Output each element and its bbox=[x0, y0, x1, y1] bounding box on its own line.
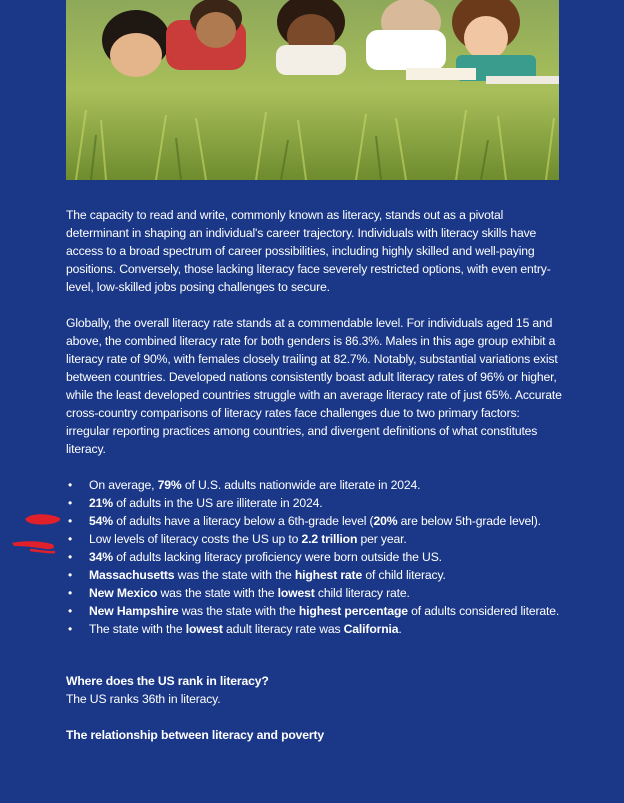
poverty-section bbox=[66, 726, 566, 744]
rank-heading: Where does the US rank in literacy? bbox=[66, 674, 269, 688]
global-literacy-paragraph: Globally, the overall literacy rate stands at a commendable level. For individuals aged 15 and above, the combined literacy rate for both genders is 86.3%. Males in this age group exhibit a literacy rate of 90%, with females closely trailing at 82.7%. Notably, substantial variations exist between countries. Developed nations consistently boast adult literacy rates of 96% or higher, while the least developed countries struggle with an average literacy rate of just 65%. Accurate cross-country comparisons of literacy rates face challenges due to two primary factors: irregular reporting practices among countries, and divergent definitions of what constitutes literacy. bbox=[66, 316, 562, 456]
poverty-heading: The relationship between literacy and poverty bbox=[66, 728, 325, 742]
list-item: • On average, 79% of U.S. adults nationwide are literate in 2024. bbox=[66, 476, 566, 494]
children-reading-on-grass-photo-icon bbox=[66, 0, 559, 180]
list-item: • Low levels of literacy costs the US up to 2.2 trillion per year. bbox=[66, 530, 566, 548]
list-item: • New Hampshire was the state with the highest percentage of adults considered literate. bbox=[66, 602, 566, 620]
list-item: • 54% of adults have a literacy below a 6th-grade level (20% are below 5th-grade level). bbox=[66, 512, 566, 530]
rank-section bbox=[66, 672, 566, 708]
rank-body: The US ranks 36th in literacy. bbox=[66, 692, 221, 706]
children-reading-photo bbox=[66, 0, 559, 180]
red-scribble-marks-icon bbox=[0, 500, 70, 560]
literacy-facts-list bbox=[66, 476, 566, 638]
list-item: • Massachusetts was the state with the highest rate of child literacy. bbox=[66, 566, 566, 584]
intro-paragraph: The capacity to read and write, commonly known as literacy, stands out as a pivotal determinant in shaping an individual's career trajectory. Individuals with literacy skills have access to a broad spectrum of career possibilities, including highly skilled and well-paying positions. Conversely, those lacking literacy face severely restricted options, with even entry-level, low-skilled jobs posing challenges to secure. bbox=[66, 208, 551, 294]
article-body bbox=[66, 206, 566, 744]
list-item: • 34% of adults lacking literacy proficiency were born outside the US. bbox=[66, 548, 566, 566]
list-item: • New Mexico was the state with the lowest child literacy rate. bbox=[66, 584, 566, 602]
list-item: • The state with the lowest adult literacy rate was California. bbox=[66, 620, 566, 638]
list-item: • 21% of adults in the US are illiterate in 2024. bbox=[66, 494, 566, 512]
